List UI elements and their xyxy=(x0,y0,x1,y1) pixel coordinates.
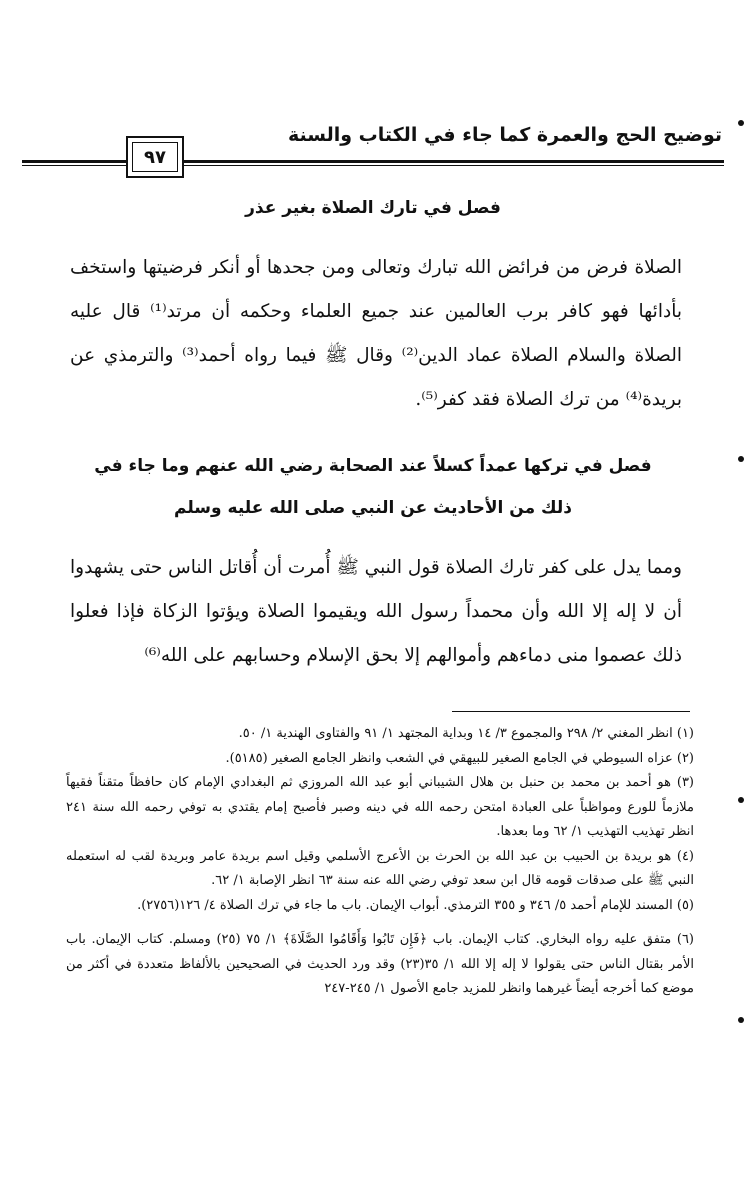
margin-dot xyxy=(738,797,744,803)
footnotes xyxy=(66,722,694,1002)
footnote-4: (٤) هو بريدة بن الحبيب بن عبد الله بن الحرث بن الأعرج الأسلمي وقيل اسم بريدة عامر وبريدة لقب له استعمله النبي ﷺ على صدقات قومه قال ابن سعد توفي رضي الله عنه سنة ٦٣ انظر الإصابة ١/ ٦٢. xyxy=(66,848,694,888)
section-2-paragraph: ومما يدل على كفر تارك الصلاة قول النبي ﷺ أُمرت أن أُقاتل الناس حتى يشهدوا أن لا إله إلا الله وأن محمداً رسول الله ويقيموا الصلاة ويؤتوا الزكاة فإذا فعلوا ذلك عصموا منى دماءهم وأموالهم إلا بحق الإسلام وحسابهم على الله⁽⁶⁾ xyxy=(70,557,682,666)
page-number-box xyxy=(126,136,184,178)
section-heading-2-line-1: فصل في تركها عمداً كسلاً عند الصحابة رضي الله عنهم وما جاء في xyxy=(94,456,652,476)
margin-dot xyxy=(738,1017,744,1023)
footnote-3: (٣) هو أحمد بن محمد بن حنبل بن هلال الشيباني أبو عبد الله المروزي ثم البغدادي الإمام كان حافظاً متقناً فقيهاً ملازماً للورع ومواظباً على العبادة امتحن رحمه الله في دينه وصبر فأصبح إمام يقتدي به توفي رحمه الله سنة ٢٤١ انظر تهذيب التهذيب ١/ ٦٢ وما بعدها. xyxy=(66,775,694,839)
margin-dot xyxy=(738,456,744,462)
section-heading-2-line-2: ذلك من الأحاديث عن النبي صلى الله عليه وسلم xyxy=(174,498,572,518)
page-number: ٩٧ xyxy=(132,142,178,172)
margin-dot xyxy=(738,120,744,126)
footnote-6: (٦) متفق عليه رواه البخاري. كتاب الإيمان. باب ﴿فَإِن تَابُوا وَأَقَامُوا الصَّلَاةَ﴾ ١/ ٧٥ (٢٥) ومسلم. كتاب الإيمان. باب الأمر بقتال الناس حتى يقولوا لا إله إلا الله ١/ ٣٥(٢٣) وقد ورد الحديث في الصحيحين بالألفاظ متعددة في أكثر من موضع كما أخرجه أيضاً غيرهما وانظر للمزيد جامع الأصول ١/ ٢٤٥-٢٤٧ xyxy=(66,932,694,996)
footnote-2: (٢) عزاه السيوطي في الجامع الصغير للبيهقي في الشعب وانظر الجامع الصغير (٥١٨٥). xyxy=(225,750,694,766)
section-1-paragraph: الصلاة فرض من فرائض الله تبارك وتعالى ومن جحدها أو أنكر فرضيتها واستخف بأدائها فهو كافر برب العالمين عند جميع العلماء وحكمه أن مرتد⁽¹⁾ قال عليه الصلاة والسلام الصلاة عماد الدين⁽²⁾ وقال ﷺ فيما رواه أحمد⁽³⁾ والترمذي عن بريدة⁽⁴⁾ من ترك الصلاة فقد كفر⁽⁵⁾. xyxy=(70,257,683,410)
footnote-separator xyxy=(452,711,690,712)
footnote-5: (٥) المسند للإمام أحمد ٥/ ٣٤٦ و ٣٥٥ الترمذي. أبواب الإيمان. باب ما جاء في ترك الصلاة ٤/ ١٢٦(٢٧٥٦). xyxy=(137,897,694,913)
section-heading-1: فصل في تارك الصلاة بغير عذر xyxy=(245,198,501,218)
footnote-1: (١) انظر المغني ٢/ ٢٩٨ والمجموع ٣/ ١٤ وبداية المجتهد ١/ ٩١ والفتاوى الهندية ١/ ٥٠. xyxy=(238,726,694,741)
running-header-title: توضيح الحج والعمرة كما جاء في الكتاب والسنة xyxy=(287,124,722,146)
